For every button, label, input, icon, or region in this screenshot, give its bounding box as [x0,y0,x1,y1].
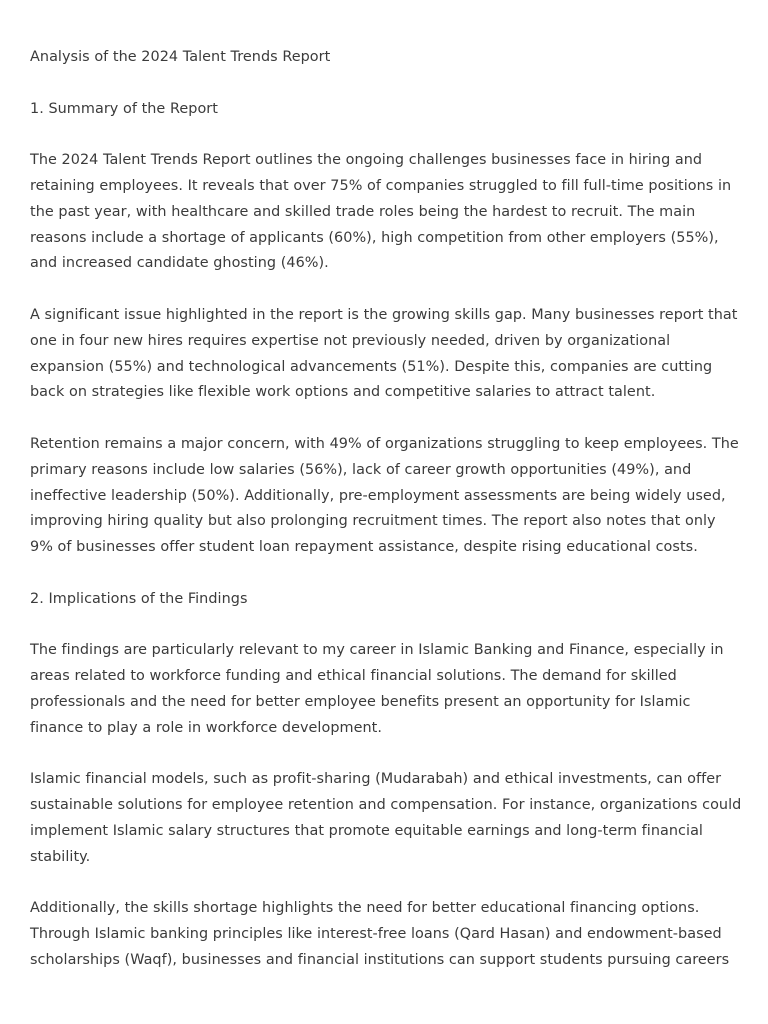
paragraph-summary-hiring: The 2024 Talent Trends Report outlines the ongoing challenges businesses face in hiring and retaining employees. It reveals that over 75% of companies struggled to fill full-time positions in the past year, with healthcare and skilled trade roles being the hardest to recruit. The main reasons include a shortage of applicants (60%), high competition from other employers (55%), and increased candidate ghosting (46%). [30,152,732,272]
document-title: Analysis of the 2024 Talent Trends Report [30,49,331,65]
paragraph-islamic-financial-models: Islamic financial models, such as profit-sharing (Mudarabah) and ethical investments, can offer sustainable solutions for employee retention and compensation. For instance, organizations could implement Islamic salary structures that promote equitable earnings and long-term financial stability. [30,771,742,865]
paragraph-retention: Retention remains a major concern, with 49% of organizations struggling to keep employees. The primary reasons include low salaries (56%), lack of career growth opportunities (49%), and ineffective leadership (50%). Additionally, pre-employment assessments are being widely used, improving hiring quality but also prolonging recruitment times. The report also notes that only 9% of businesses offer student loan repayment assistance, despite rising educational costs. [30,435,739,556]
paragraph-educational-financing: Additionally, the skills shortage highlights the need for better educational financing options. Through Islamic banking principles like interest-free loans (Qard Hasan) and endowment-based scholarships (Waqf), businesses and financial institutions can support students pursuing careers [30,900,730,968]
section-heading-summary: 1. Summary of the Report [30,100,218,117]
section-heading-implications: 2. Implications of the Findings [30,590,248,607]
paragraph-islamic-finance-relevance: The findings are particularly relevant to my career in Islamic Banking and Finance, especially in areas related to workforce funding and ethical financial solutions. The demand for skilled professionals and the need for better employee benefits present an opportunity for Islamic finance to play a role in workforce development. [30,642,724,736]
document-body [30,45,742,974]
paragraph-skills-gap: A significant issue highlighted in the report is the growing skills gap. Many businesses report that one in four new hires requires expertise not previously needed, driven by organizational expansion (55%) and technological advancements (51%). Despite this, companies are cutting back on strategies like flexible work options and competitive salaries to attract talent. [30,306,738,401]
